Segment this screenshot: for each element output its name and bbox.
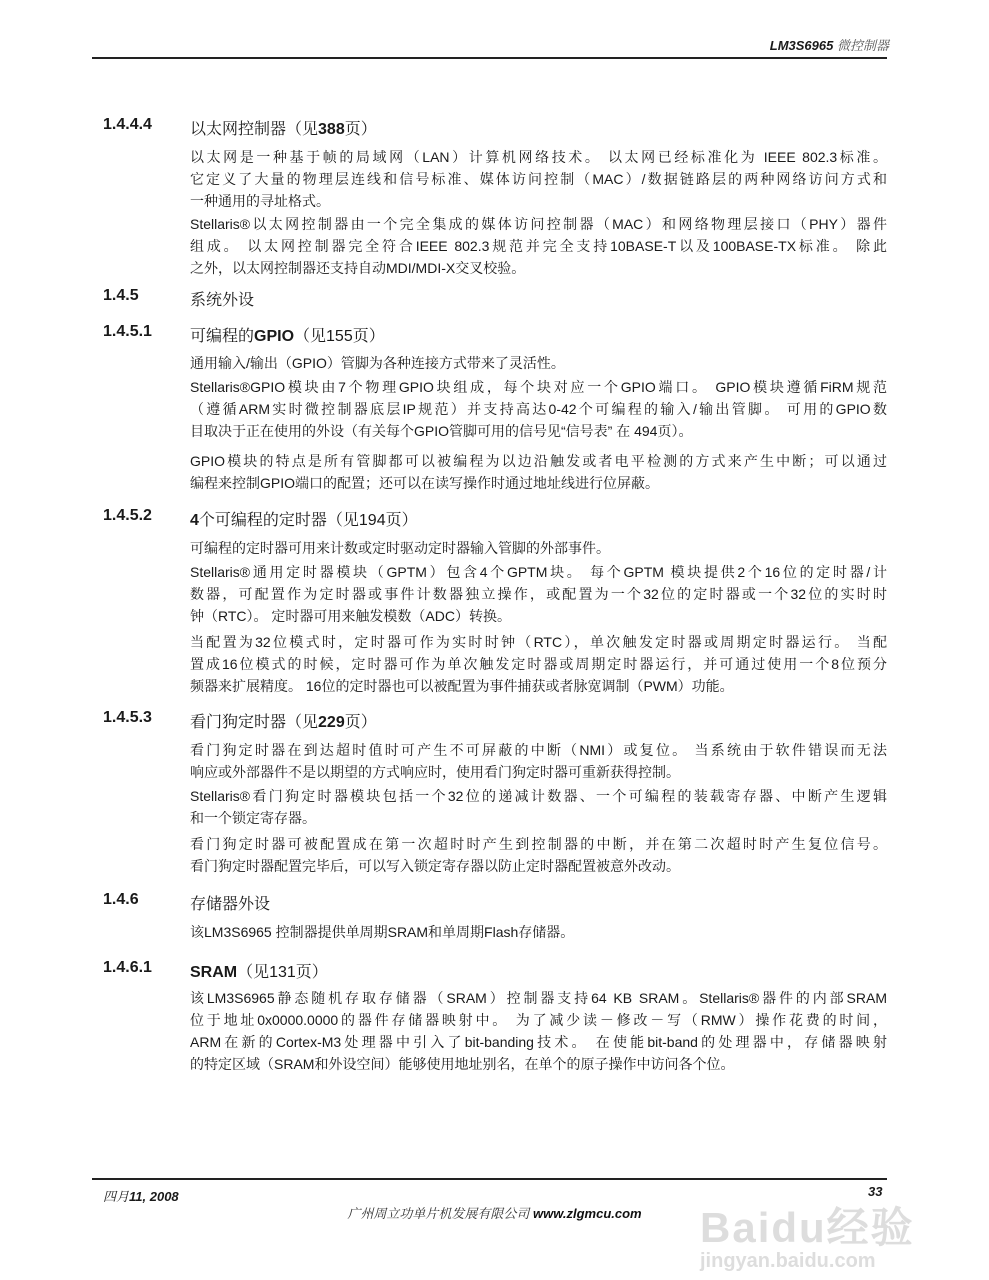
section-number: 1.4.5.2	[103, 507, 152, 524]
paragraph-line: 组成。 以太网控制器完全符合IEEE 802.3规范并完全支持10BASE-T以及100BASE-TX标准。 除此	[190, 238, 887, 254]
paragraph	[190, 987, 887, 1075]
section-title-post: （见131页）	[237, 964, 328, 981]
paragraph-line: ARM在新的Cortex-M3处理器中引入了bit-banding技术。 在使能bit-band的处理器中，存储器映射	[190, 1034, 887, 1050]
section-number: 1.4.6	[103, 891, 139, 908]
paragraph-line: 该LM3S6965静态随机存取存储器（SRAM）控制器支持64 KB SRAM。Stellaris®器件的内部SRAM	[190, 990, 887, 1006]
paragraph-line: 看门狗定时器可被配置成在第一次超时时产生到控制器的中断，并在第二次超时时产生复位信号。	[190, 836, 887, 852]
paragraph	[190, 537, 887, 559]
section-title	[190, 287, 254, 310]
paragraph-line: 目取决于正在使用的外设（有关每个GPIO管脚可用的信号见“信号表” 在 494页）。	[190, 423, 693, 439]
paragraph-line: 可编程的定时器可用来计数或定时驱动定时器输入管脚的外部事件。	[190, 540, 610, 556]
paragraph-line: 位于地址0x0000.0000的器件存储器映射中。 为了减少读－修改－写（RMW）操作花费的时间，	[190, 1012, 887, 1028]
footer-date-value: 11, 2008	[129, 1189, 179, 1204]
paragraph-line: Stellaris®GPIO模块由7个物理GPIO块组成，每个块对应一个GPIO端口。 GPIO模块遵循FiRM规范	[190, 379, 887, 395]
paragraph-line: 的特定区域（SRAM和外设空间）能够使用地址别名，在单个的原子操作中访问各个位。	[190, 1056, 735, 1072]
watermark-logo: Baidu经验	[700, 1204, 915, 1251]
section-number: 1.4.5.1	[103, 323, 152, 340]
paragraph-line: 和一个锁定寄存器。	[190, 810, 316, 826]
paragraph-line: 数器，可配置作为定时器或事件计数器独立操作，或配置为一个32位的定时器或一个32位的实时时	[190, 586, 887, 602]
paragraph-line: GPIO模块的特点是所有管脚都可以被编程为以边沿触发或者电平检测的方式来产生中断；可以通过	[190, 453, 887, 469]
section-title-pre: 可编程的	[190, 328, 255, 345]
section-title-post: 页）	[344, 714, 377, 731]
section-title-pre: 系统外设	[190, 292, 255, 309]
paragraph-line: 置成16位模式的时候，定时器可作为单次触发定时器或周期定时器运行，并可通过使用一个8位预分	[190, 656, 887, 672]
paragraph	[190, 213, 887, 279]
section-number: 1.4.4.4	[103, 116, 152, 133]
section-title	[190, 323, 385, 346]
paragraph	[190, 739, 887, 783]
paragraph-line: 一种通用的寻址格式。	[190, 193, 330, 209]
paragraph-line: 该LM3S6965 控制器提供单周期SRAM和单周期Flash存储器。	[190, 924, 575, 940]
footer-url: www.zlgmcu.com	[533, 1206, 642, 1221]
watermark-site: jingyan.baidu.com	[700, 1250, 876, 1272]
section-title	[190, 959, 328, 982]
page-number: 33	[868, 1184, 883, 1199]
paragraph-line: （遵循ARM实时微控制器底层IP规范）并支持高达0-42个可编程的输入/输出管脚。 可用的GPIO数	[190, 401, 887, 417]
section-title-bold: SRAM	[190, 964, 238, 981]
paragraph-line: 钟（RTC）。 定时器可用来触发模数（ADC）转换。	[190, 608, 511, 624]
section-title	[190, 891, 270, 914]
paragraph	[190, 376, 887, 442]
header-title: 微控制器	[836, 38, 889, 53]
footer-rule	[92, 1178, 887, 1180]
section-title-post: 页）	[344, 121, 377, 138]
section-title-post: 个可编程的定时器（见194页）	[198, 512, 418, 529]
paragraph-line: 当配置为32位模式时，定时器可作为实时时钟（RTC），单次触发定时器或周期定时器运行。 当配	[190, 634, 887, 650]
paragraph-line: 之外，以太网控制器还支持自动MDI/MDI-X交叉校验。	[190, 260, 526, 276]
paragraph-line: 以太网是一种基于帧的局域网（LAN）计算机网络技术。 以太网已经标准化为 IEEE 802.3标准。	[190, 149, 887, 165]
section-number: 1.4.5.3	[103, 709, 152, 726]
paragraph	[190, 833, 887, 877]
header-model: LM3S6965	[769, 38, 834, 53]
section-title-bold: GPIO	[254, 328, 295, 345]
section-number: 1.4.6.1	[103, 959, 152, 976]
paragraph-line: 编程来控制GPIO端口的配置；还可以在读写操作时通过地址线进行位屏蔽。	[190, 475, 660, 491]
paragraph	[190, 352, 887, 374]
paragraph-line: 看门狗定时器配置完毕后，可以写入锁定寄存器以防止定时器配置被意外改动。	[190, 858, 680, 874]
section-title	[190, 116, 377, 139]
footer-month: 四月	[103, 1189, 130, 1204]
paragraph-line: 看门狗定时器在到达超时值时可产生不可屏蔽的中断（NMI）或复位。 当系统由于软件错误而无法	[190, 742, 887, 758]
watermark	[700, 1206, 915, 1272]
footer-company-name: 广州周立功单片机发展有限公司	[347, 1206, 530, 1221]
header-rule	[92, 57, 887, 59]
section-title-bold: 229	[318, 714, 345, 731]
paragraph-line: 响应或外部器件不是以期望的方式响应时，使用看门狗定时器可重新获得控制。	[190, 764, 680, 780]
section-title-post: （见155页）	[294, 328, 385, 345]
section-title	[190, 507, 418, 530]
paragraph-line: Stellaris®通用定时器模块（GPTM）包含4个GPTM块。 每个GPTM 模块提供2个16位的定时器/计	[190, 564, 887, 580]
paragraph-line: 频器来扩展精度。 16位的定时器也可以被配置为事件捕获或者脉宽调制（PWM）功能。	[190, 678, 734, 694]
section-number: 1.4.5	[103, 287, 139, 304]
paragraph	[190, 561, 887, 627]
paragraph	[190, 921, 887, 943]
paragraph	[190, 146, 887, 212]
paragraph-line: 它定义了大量的物理层连线和信号标准、媒体访问控制（MAC）/数据链路层的两种网络访问方式和	[190, 171, 887, 187]
page-header	[770, 35, 889, 54]
paragraph-line: 通用输入/输出（GPIO）管脚为各种连接方式带来了灵活性。	[190, 355, 565, 371]
paragraph-line: Stellaris®以太网控制器由一个完全集成的媒体访问控制器（MAC）和网络物理层接口（PHY）器件	[190, 216, 887, 232]
paragraph-line: Stellaris®看门狗定时器模块包括一个32位的递减计数器、一个可编程的装载寄存器、中断产生逻辑	[190, 788, 887, 804]
section-title	[190, 709, 377, 732]
paragraph	[190, 785, 887, 829]
section-title-bold: 388	[318, 121, 345, 138]
section-title-pre: 看门狗定时器（见	[190, 714, 319, 731]
paragraph	[190, 631, 887, 697]
section-title-pre: 以太网控制器（见	[190, 121, 319, 138]
section-title-pre: 存储器外设	[190, 896, 271, 913]
section-title-bold: 4	[190, 512, 199, 529]
paragraph	[190, 450, 887, 494]
